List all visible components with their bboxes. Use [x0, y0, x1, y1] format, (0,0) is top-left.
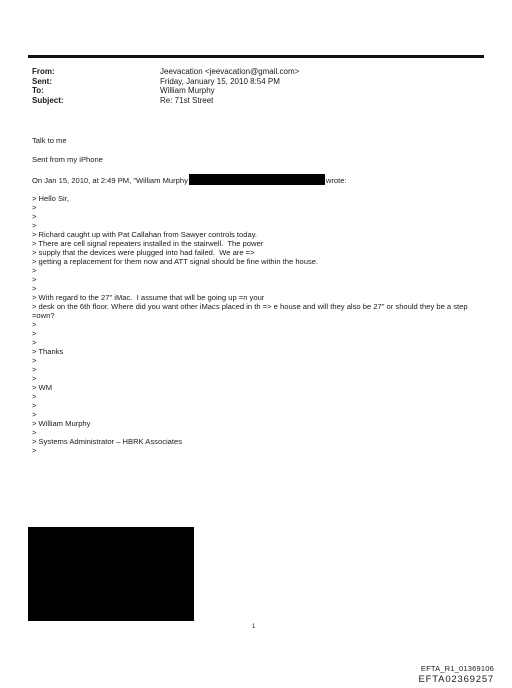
quoted-line: >: [32, 392, 37, 401]
quote-intro-after: wrote:: [325, 176, 347, 185]
subject-row: [32, 96, 299, 106]
efta-id-small: EFTA_R1_01369106: [420, 664, 494, 673]
quoted-line: >: [32, 356, 37, 365]
header-rule: [28, 55, 484, 58]
from-value: Jeevacation <jeevacation@gmail.com>: [160, 67, 300, 76]
sent-value: Friday, January 15, 2010 8:54 PM: [160, 76, 280, 86]
sent-label: Sent:: [32, 76, 52, 86]
quoted-line: >: [32, 338, 37, 347]
body-line-talk: Talk to me: [32, 136, 67, 145]
quoted-line: >: [32, 320, 37, 329]
to-value: William Murphy: [160, 86, 215, 95]
quoted-line: > supply that the devices were plugged into had failed. We are =>: [32, 248, 255, 257]
body-line-signature: Sent from my iPhone: [32, 155, 103, 164]
redaction-bar: [189, 174, 325, 185]
quoted-line: >: [32, 446, 37, 455]
subject-value: Re: 71st Street: [160, 95, 214, 105]
quoted-line: > desk on the 6th floor. Where did you want other iMacs placed in th => e house and will they also be 27" or should they be a step =own?: [32, 302, 468, 320]
quoted-line: >: [32, 266, 37, 275]
quoted-line: >: [32, 401, 37, 410]
quoted-line: >: [32, 284, 37, 293]
quoted-line: > Richard caught up with Pat Callahan from Sawyer controls today.: [32, 230, 258, 239]
quoted-line: > getting a replacement for them now and ATT signal should be fine within the house.: [32, 257, 319, 266]
from-row: [32, 67, 299, 77]
quoted-line: >: [32, 212, 37, 221]
sent-row: [32, 77, 299, 87]
quoted-line: > There are cell signal repeaters installed in the stairwell. The power: [32, 239, 264, 248]
subject-label: Subject:: [32, 95, 64, 105]
email-body: [32, 136, 477, 455]
quoted-message: [32, 194, 477, 455]
quoted-line: >: [32, 374, 37, 383]
quoted-line: >: [32, 365, 37, 374]
to-label: To:: [32, 86, 44, 95]
quoted-line: > WM: [32, 383, 53, 392]
quoted-line: > Thanks: [32, 347, 64, 356]
quoted-line: > Hello Sir,: [32, 194, 69, 203]
to-row: [32, 86, 299, 96]
page-number: 1: [252, 624, 256, 630]
quoted-line: >: [32, 221, 37, 230]
quoted-line: >: [32, 329, 37, 338]
quoted-line: >: [32, 275, 37, 284]
quoted-line: >: [32, 428, 37, 437]
redaction-block: [28, 527, 194, 621]
quote-intro: [32, 174, 477, 185]
quoted-line: > Systems Administrator – HBRK Associates: [32, 437, 183, 446]
quoted-line: >: [32, 410, 37, 419]
from-label: From:: [32, 67, 55, 76]
quoted-line: > William Murphy: [32, 419, 91, 428]
quoted-line: > With regard to the 27" iMac. I assume that will be going up =n your: [32, 293, 265, 302]
quoted-line: >: [32, 203, 37, 212]
efta-id-large: EFTA02369257: [418, 674, 494, 685]
quote-intro-before: On Jan 15, 2010, at 2:49 PM, "William Murphy: [32, 176, 188, 185]
email-header: [32, 67, 299, 105]
